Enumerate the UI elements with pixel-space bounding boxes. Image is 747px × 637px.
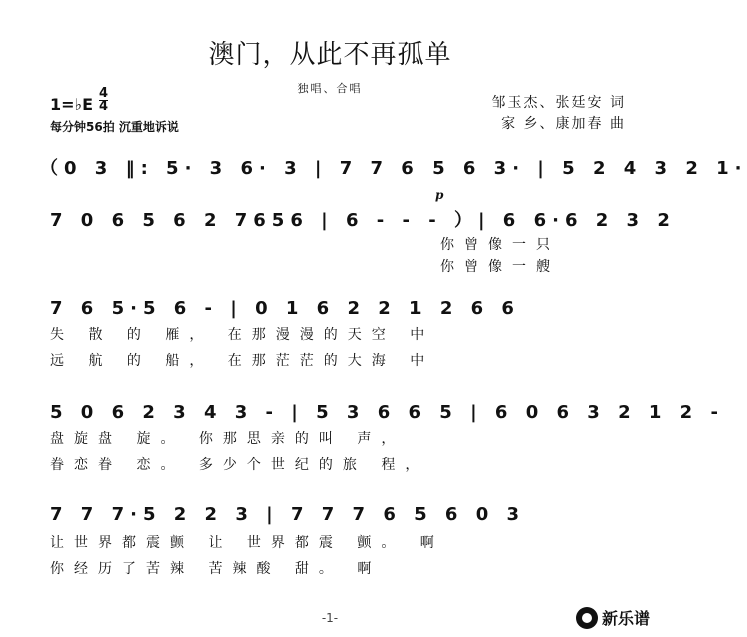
music-disc-icon: [576, 607, 598, 629]
time-bottom: 4: [99, 99, 109, 114]
notes-line-4: 5 0 6 2 3 4 3 - | 5 3 6 6 5 | 6 0 6 3 2 1 2 -: [50, 402, 724, 423]
lyric-line-4a: 盘旋盘 旋。 你那思亲的叫 声，: [50, 431, 406, 447]
lyric-line-2b: 你曾像一艘: [440, 259, 560, 275]
song-title: 澳门，从此不再孤单: [208, 40, 452, 70]
notes-line-1: （0 3 ‖: 5· 3 6· 3 | 7 7 6 5 6 3· | 5 2 4 3 2 1·: [40, 158, 747, 179]
time-top: 4: [99, 86, 109, 101]
site-logo-text: 新乐谱: [601, 609, 650, 628]
score-line-5: [40, 494, 630, 534]
dynamic-piano: p: [435, 188, 444, 202]
song-subtitle: 独唱、合唱: [297, 82, 363, 95]
score-line-3: [40, 288, 630, 328]
notes-line-3: 7 6 5·5 6 - | 0 1 6 2 2 1 2 6 6: [50, 298, 520, 319]
lyric-line-3b: 远 航 的 船， 在那茫茫的大海 中: [50, 353, 435, 369]
lyric-line-3a: 失 散 的 雁， 在那漫漫的天空 中: [50, 327, 435, 343]
key-signature: 1=♭E: [50, 95, 94, 114]
composers: 家 乡、康加春 曲: [501, 116, 626, 132]
page-number: -1-: [321, 611, 339, 625]
lyricists: 邹玉杰、张廷安 词: [491, 95, 626, 111]
notes-line-5: 7 7 7·5 2 2 3 | 7 7 7 6 5 6 0 3: [50, 504, 526, 525]
notes-line-2: 7 0 6 5 6 2 7656 | 6 - - - ）| 6 6·6 2 3 2: [50, 210, 676, 231]
tempo-marking: 每分钟56拍 沉重地诉说: [50, 120, 179, 134]
lyric-line-4b: 眷恋眷 恋。 多少个世纪的旅 程，: [50, 457, 430, 473]
lyric-line-5a: 让世界都震颤 让 世界都震 颤。 啊: [50, 535, 444, 551]
score-line-1: [40, 144, 747, 184]
score-line-4: [40, 392, 724, 432]
lyric-line-5b: 你经历了苦辣 苦辣酸 甜。 啊: [50, 561, 382, 577]
lyric-line-2a: 你曾像一只: [440, 237, 560, 253]
time-signature: [99, 88, 108, 113]
site-logo: [576, 606, 650, 629]
score-line-2: [40, 188, 676, 236]
